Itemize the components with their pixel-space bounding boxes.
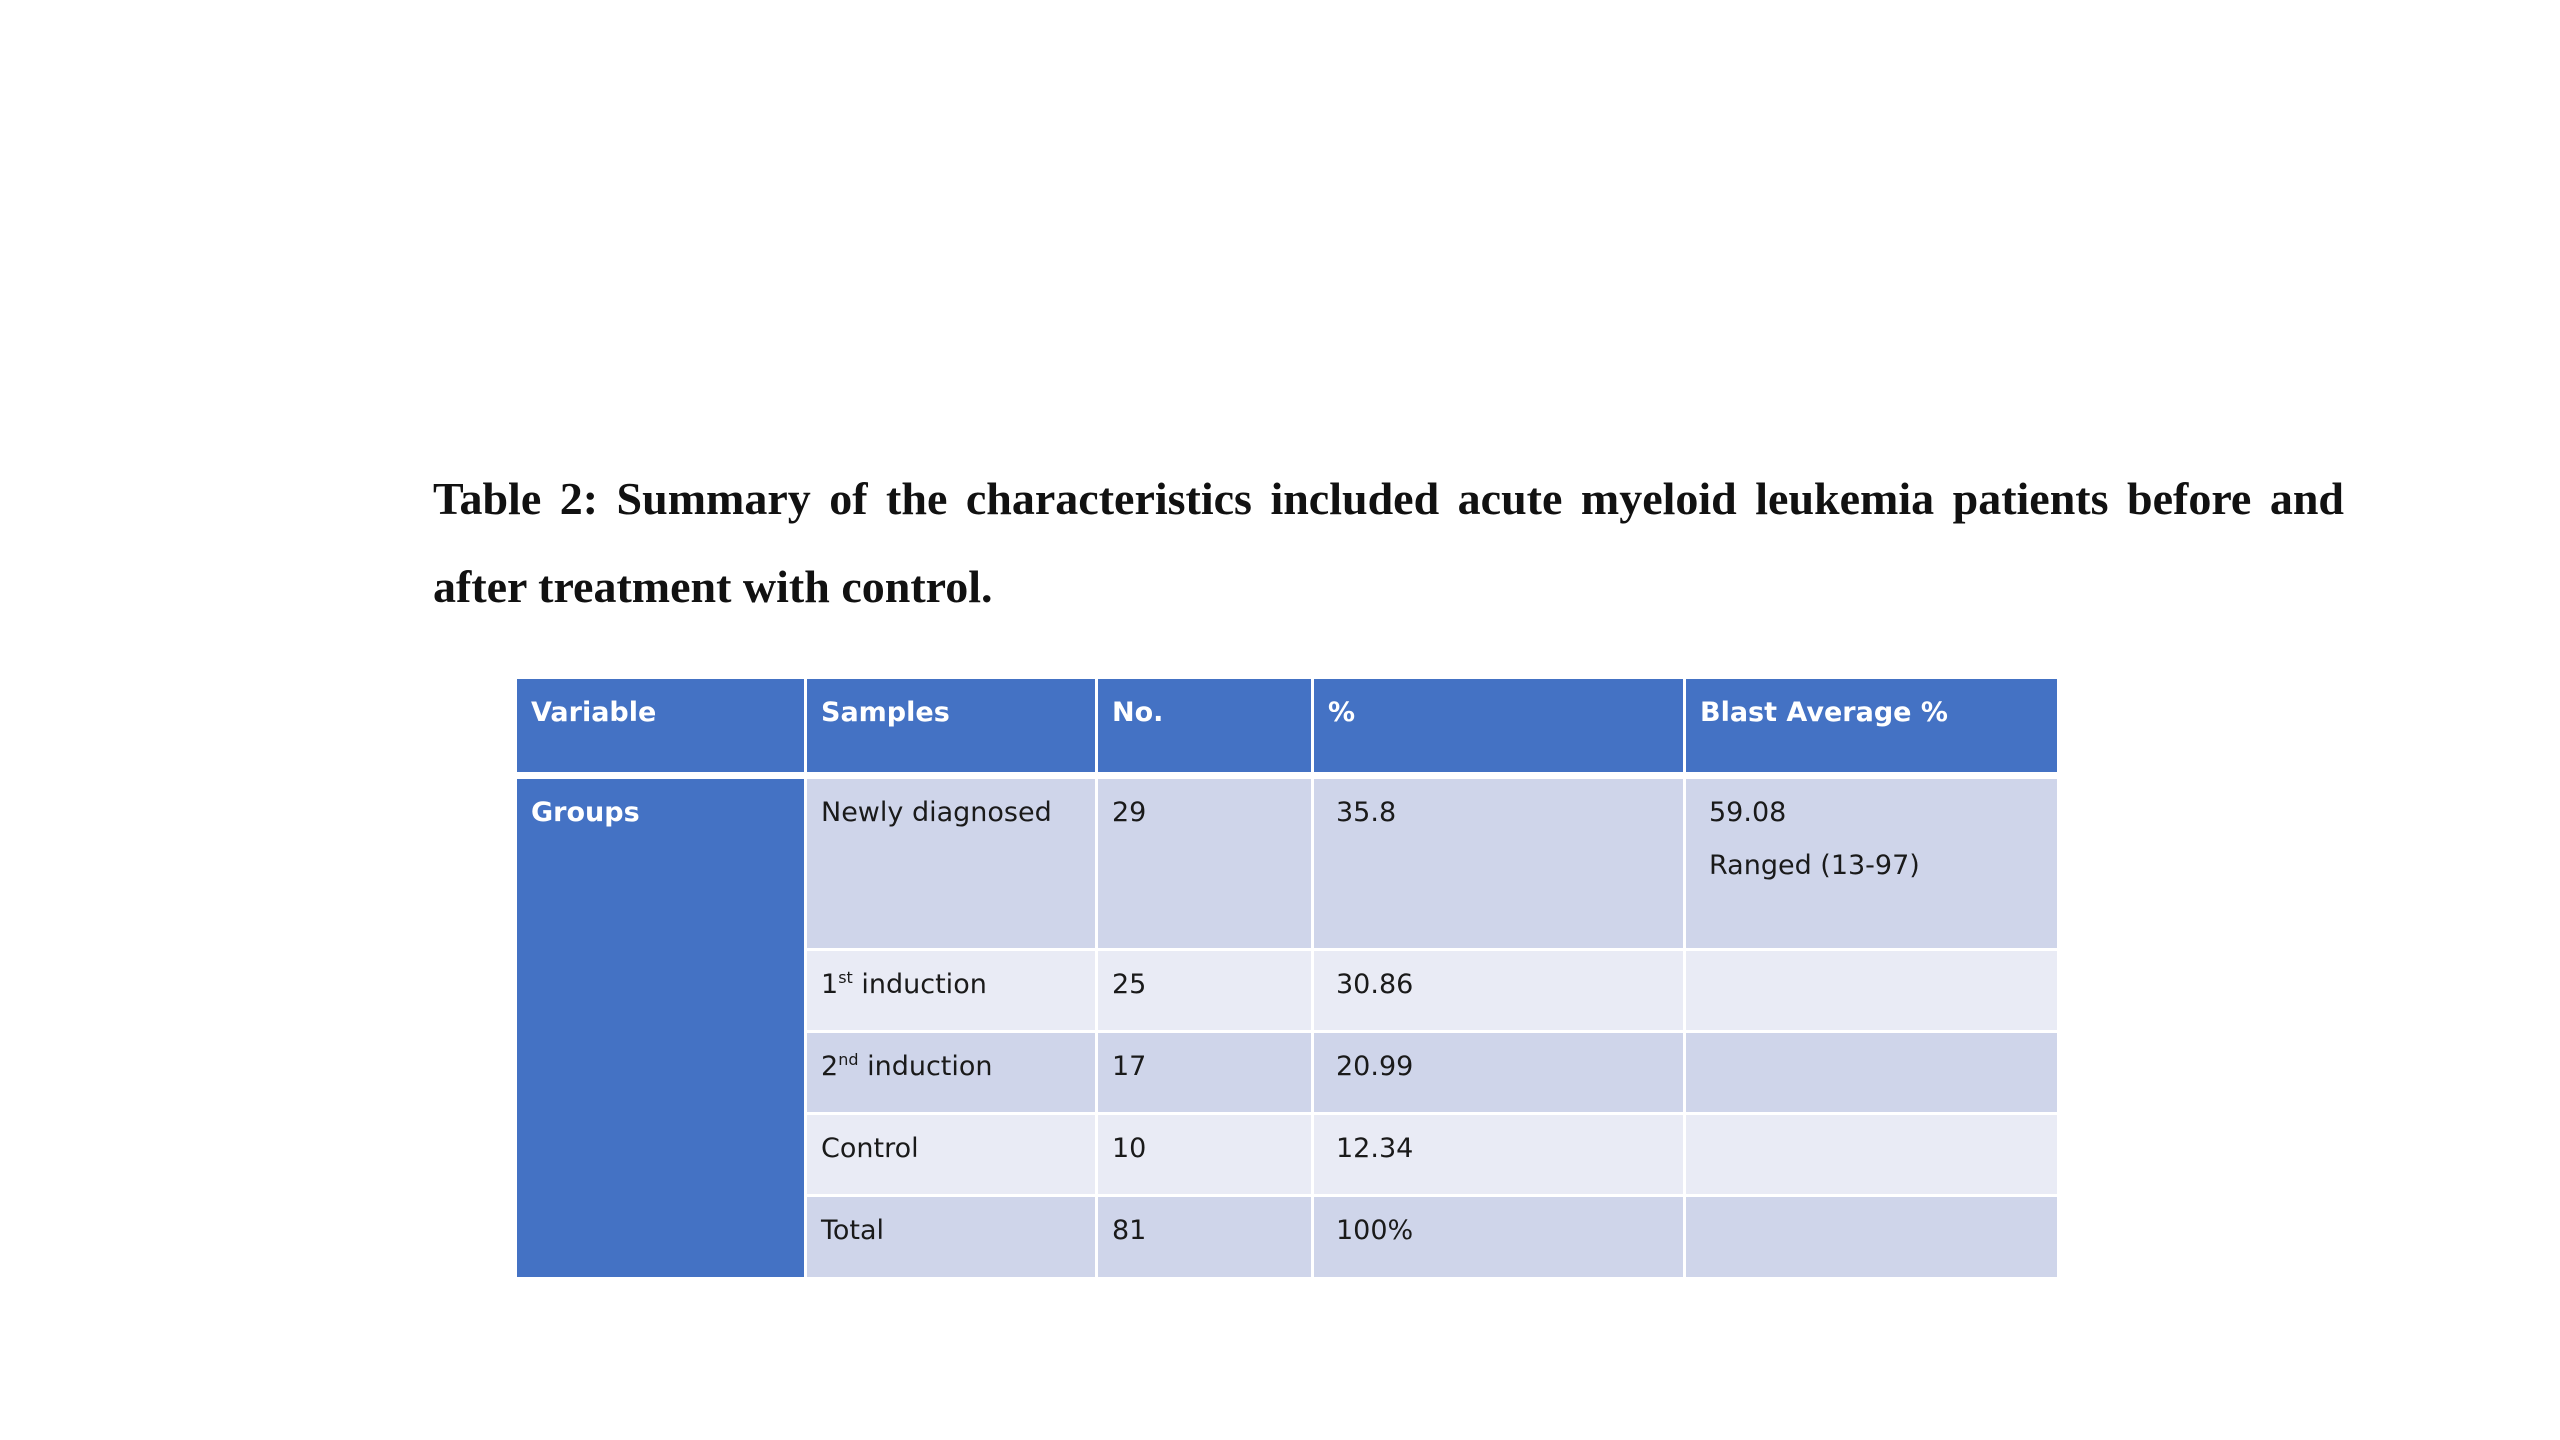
sample-cell: Control xyxy=(807,1115,1098,1197)
count-cell: 25 xyxy=(1098,951,1314,1033)
sample-cell: Newly diagnosed xyxy=(807,779,1098,951)
header-samples: Samples xyxy=(807,679,1098,779)
sample-cell xyxy=(807,1033,1098,1115)
count-cell: 81 xyxy=(1098,1197,1314,1277)
table-row xyxy=(517,779,2057,951)
table-header-row xyxy=(517,679,2057,779)
header-percent: % xyxy=(1314,679,1686,779)
sample-cell: Total xyxy=(807,1197,1098,1277)
sample-ordinal-number: 2 xyxy=(821,1051,839,1082)
sample-ordinal-suffix: st xyxy=(838,968,853,987)
percent-cell: 12.34 xyxy=(1314,1115,1686,1197)
blast-cell xyxy=(1686,779,2057,951)
blast-cell xyxy=(1686,1197,2057,1277)
blast-cell xyxy=(1686,1115,2057,1197)
header-blast-average: Blast Average % xyxy=(1686,679,2057,779)
sample-ordinal-suffix: nd xyxy=(838,1050,859,1069)
sample-label: induction xyxy=(867,1051,993,1082)
blast-average-value: 59.08 xyxy=(1709,797,1787,828)
percent-cell: 30.86 xyxy=(1314,951,1686,1033)
table-caption: Table 2: Summary of the characteristics included acute myeloid leukemia patients before and after treatment with control. xyxy=(433,473,2344,612)
characteristics-table xyxy=(517,679,2057,1277)
count-cell: 17 xyxy=(1098,1033,1314,1115)
percent-cell: 20.99 xyxy=(1314,1033,1686,1115)
header-no: No. xyxy=(1098,679,1314,779)
blast-range-value: Ranged (13-97) xyxy=(1709,850,1920,881)
percent-cell: 35.8 xyxy=(1314,779,1686,951)
header-variable: Variable xyxy=(517,679,807,779)
count-cell: 10 xyxy=(1098,1115,1314,1197)
sample-label: induction xyxy=(861,969,987,1000)
sample-ordinal-number: 1 xyxy=(821,969,839,1000)
percent-cell: 100% xyxy=(1314,1197,1686,1277)
count-cell: 29 xyxy=(1098,779,1314,951)
group-label: Groups xyxy=(517,779,807,1277)
blast-cell xyxy=(1686,951,2057,1033)
sample-cell xyxy=(807,951,1098,1033)
blast-cell xyxy=(1686,1033,2057,1115)
